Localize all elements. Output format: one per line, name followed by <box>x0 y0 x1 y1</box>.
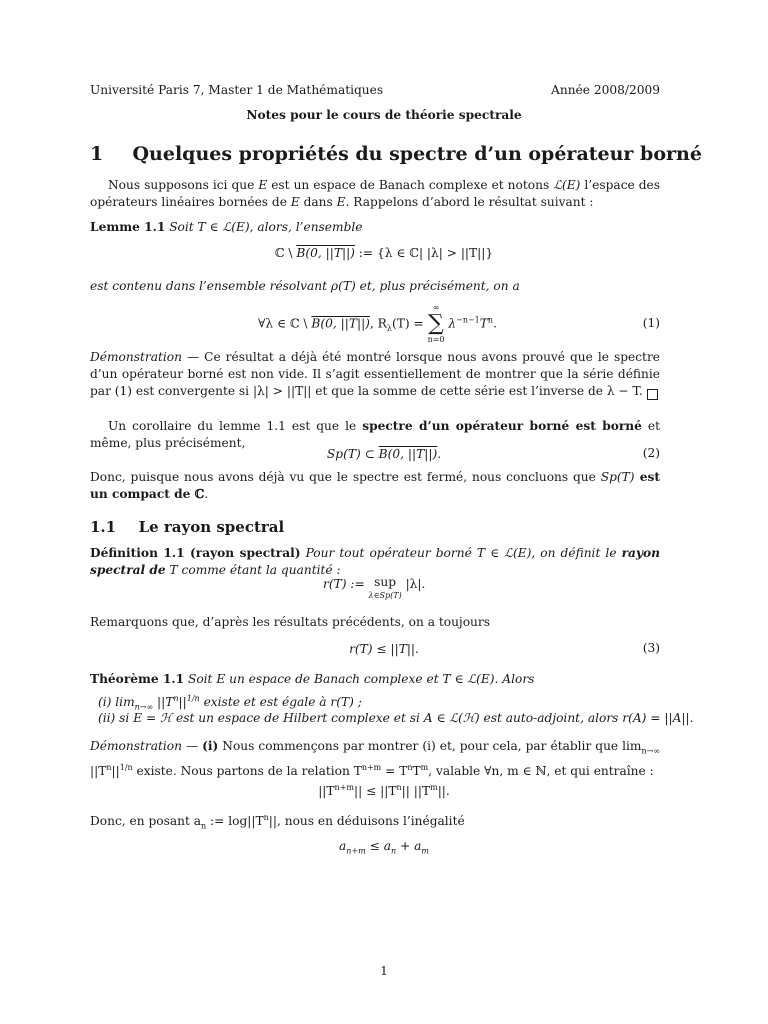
definition-label: Définition 1.1 (rayon spectral) <box>90 546 301 560</box>
demonstration-text: ||T <box>90 764 107 779</box>
equation-number-3: (3) <box>642 641 660 655</box>
sum-bottom: n=0 <box>427 335 445 344</box>
corollary-text: et même, plus précisément, <box>90 419 661 450</box>
math-text: λ <box>448 316 457 331</box>
math-e: E <box>290 195 300 209</box>
math-text: ℂ \ <box>274 246 297 260</box>
intro-paragraph <box>90 177 660 211</box>
math-text: . <box>493 316 497 331</box>
posant-text <box>90 809 465 835</box>
intro-text: . Rappelons d’abord le résultat suivant : <box>345 195 594 209</box>
lemma-after: est contenu dans l’ensemble résolvant ρ(T) et, plus précisément, on a <box>90 279 520 293</box>
math-sup: n <box>407 763 413 773</box>
math-text: ∀λ ∈ ℂ \ <box>258 316 312 331</box>
demonstration-text: Nous commençons par montrer (i) et, pour cela, par établir que lim <box>218 739 642 753</box>
lemma-statement <box>90 219 363 236</box>
demonstration-text: — Ce résultat a déjà été montré lorsque nous avons prouvé que le spectre d’un opérateur borné est non vide. Il s’agit essentiellement de montrer que la série définie par (1) est convergente si |λ| > ||T|| et que la somme de cette série est l’inverse de λ − T. <box>90 350 660 398</box>
lemma-set-equation <box>0 245 768 262</box>
definition-text: Pour tout opérateur borné T ∈ ℒ(E), on définit le <box>300 546 622 560</box>
math-text: || ||T <box>401 784 431 799</box>
conclusion-text: . <box>204 487 209 501</box>
demonstration-text: := log||T <box>206 814 264 829</box>
math-sub: n <box>390 846 397 856</box>
sigma: ∑ <box>428 311 444 336</box>
conclusion-text: Donc, puisque nous avons déjà vu que le spectre est fermé, nous concluons que <box>90 470 601 484</box>
demonstration-label: Démonstration <box>90 739 182 753</box>
math-text: := {λ ∈ ℂ| |λ| > ||T||} <box>354 246 494 260</box>
sup-text: sup <box>374 575 397 589</box>
theorem-text: || <box>178 695 187 710</box>
math-text: ||. <box>437 784 450 799</box>
math-e: E <box>258 178 268 192</box>
demonstration-label: Démonstration <box>90 350 182 364</box>
math-text: Sp(T) <box>600 470 635 484</box>
header-subtitle: Notes pour le cours de théorie spectrale <box>246 108 522 122</box>
theorem-text: (i) lim <box>98 695 135 710</box>
conclusion-bold: est un compact de <box>90 470 660 501</box>
closed-ball: B(0, ||T||) <box>311 316 370 331</box>
math-text: a <box>339 839 347 853</box>
theorem-text: existe et est égale à r(T) ; <box>199 695 362 710</box>
math-sup: n <box>487 315 494 325</box>
math-sup: n+m <box>334 783 354 792</box>
inequality-norm <box>0 779 768 800</box>
math-sub: n→∞ <box>641 746 660 756</box>
lemma-text: Soit T ∈ ℒ(E), alors, l’ensemble <box>169 220 363 234</box>
corollary-text: Un corollaire du lemme 1.1 est que le <box>108 419 363 433</box>
math-text: + a <box>396 839 422 853</box>
section-title: Quelques propriétés du spectre d’un opérateur borné <box>132 143 702 165</box>
equation-number-1: (1) <box>642 316 660 330</box>
definition-text: T comme étant la quantité : <box>165 563 341 577</box>
demonstration-bold: (i) <box>202 739 219 753</box>
theorem-item-ii: (ii) si E = ℋ est un espace de Hilbert complexe et si A ∈ ℒ(ℋ) est auto-adjoint, alors r(A) = ||A||. <box>98 711 694 725</box>
math-sub: n+m <box>346 846 366 856</box>
demonstration-text: , valable ∀n, m ∈ ℕ, et qui entraîne : <box>428 764 654 779</box>
demonstration-text: ||, nous en déduisons l’inégalité <box>268 814 465 829</box>
intro-text: dans <box>299 195 337 209</box>
demonstration-text: = T <box>381 764 408 779</box>
math-sup: n <box>396 783 402 792</box>
demonstration-1 <box>90 349 660 400</box>
math-sub: n <box>201 821 207 831</box>
equation-3: r(T) ≤ ||T||. <box>349 642 419 656</box>
demonstration-text: || <box>111 764 120 779</box>
sup-sub: λ∈Sp(T) <box>368 591 402 600</box>
section-heading <box>90 143 702 165</box>
math-sup: m <box>430 783 438 792</box>
qed-symbol <box>647 384 658 403</box>
math-text: || ≤ ||T <box>354 784 397 799</box>
theorem-statement <box>90 671 534 688</box>
section-number: 1 <box>90 143 104 165</box>
theorem-label: Théorème 1.1 <box>90 672 185 686</box>
sum-top: ∞ <box>432 303 440 312</box>
subsection-number: 1.1 <box>90 518 117 536</box>
math-e: E <box>336 195 346 209</box>
definition-bold: rayon spectral de <box>90 546 660 577</box>
lemma-label: Lemme 1.1 <box>90 220 166 234</box>
subsection-title: Le rayon spectral <box>138 518 285 536</box>
intro-text: Nous supposons ici que <box>108 178 259 192</box>
math-text: r(T) := <box>323 577 369 591</box>
math-sup: n <box>173 694 179 703</box>
closed-ball: B(0, ||T||) <box>378 447 438 461</box>
demonstration-text: Donc, en posant a <box>90 814 202 829</box>
sum-symbol <box>428 303 445 345</box>
intro-text: est un espace de Banach complexe et notons <box>267 178 554 192</box>
math-sup: n <box>106 763 112 773</box>
math-sup: n <box>263 813 269 822</box>
math-text: (T) = <box>391 316 428 331</box>
math-le: ℒ(E) <box>553 178 581 192</box>
math-sub: m <box>421 846 429 856</box>
definition-statement <box>90 545 660 579</box>
math-text: . <box>437 447 442 461</box>
equation-1 <box>258 303 497 345</box>
header-right: Année 2008/2009 <box>551 83 660 97</box>
header-left: Université Paris 7, Master 1 de Mathématiques <box>90 83 384 97</box>
math-text: T <box>479 316 488 331</box>
remark-text: Remarquons que, d’après les résultats précédents, on a toujours <box>90 615 490 629</box>
math-sup: 1/n <box>186 694 200 703</box>
demonstration-text: T <box>412 764 421 779</box>
math-text: |λ|. <box>401 577 426 591</box>
conclusion-bold: ℂ <box>194 487 205 501</box>
math-sup: m <box>420 763 429 773</box>
page-number: 1 <box>380 964 388 978</box>
sup-operator <box>369 576 402 602</box>
theorem-text: Soit E un espace de Banach complexe et T ∈ ℒ(E). Alors <box>184 672 535 686</box>
math-text: ||T <box>318 784 335 799</box>
math-sup: 1/n <box>119 763 133 773</box>
subsection-heading <box>90 518 284 536</box>
math-sub: n→∞ <box>134 702 154 712</box>
math-text: , R <box>369 316 387 331</box>
demonstration-text: — <box>181 739 203 753</box>
theorem-text: ||T <box>153 695 174 710</box>
equation-number-2: (2) <box>642 446 660 460</box>
intro-text: l’espace des opérateurs linéaires bornées de <box>90 178 660 209</box>
demonstration-text: existe. Nous partons de la relation T <box>132 764 362 779</box>
math-sup: −n−1 <box>456 315 480 325</box>
closed-ball: B(0, ||T||) <box>296 246 355 260</box>
math-sub: λ <box>386 323 392 333</box>
definition-equation <box>323 576 425 602</box>
subadditive-inequality <box>0 838 768 859</box>
math-text: Sp(T) ⊂ <box>326 447 379 461</box>
conclusion-paragraph <box>90 469 660 503</box>
demonstration-2 <box>90 738 660 781</box>
math-text: ≤ a <box>365 839 391 853</box>
corollary-bold: spectre d’un opérateur borné est borné <box>362 419 642 433</box>
math-sup: n+m <box>361 763 382 773</box>
